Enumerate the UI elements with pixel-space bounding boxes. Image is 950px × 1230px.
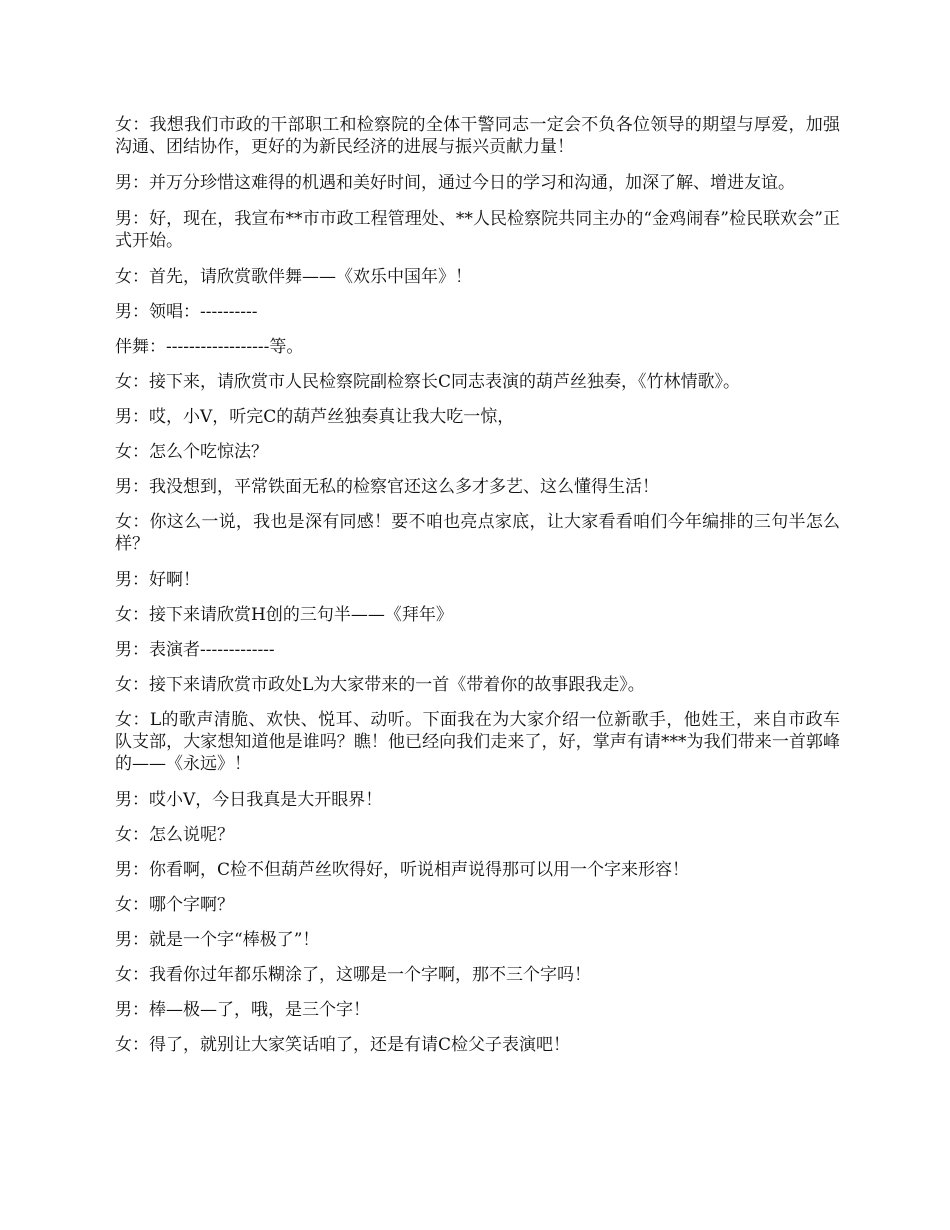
paragraph-6: 伴舞：------------------等。 (115, 337, 304, 357)
paragraph-8: 男：哎，小V，听完C的葫芦丝独奏真让我大吃一惊， (115, 407, 515, 427)
paragraph-15: 女：接下来请欣赏市政处L为大家带来的一首《带着你的故事跟我走》。 (115, 675, 645, 695)
paragraph-21: 男：就是一个字“棒极了”！ (115, 930, 320, 950)
paragraph-22: 女：我看你过年都乐糊涂了，这哪是一个字啊，那不三个字吗！ (115, 965, 591, 985)
paragraph-24: 女：得了，就别让大家笑话咱了，还是有请C检父子表演吧！ (115, 1035, 571, 1055)
paragraph-7: 女：接下来，请欣赏市人民检察院副检察长C同志表演的葫芦丝独奏，《竹林情歌》。 (115, 372, 741, 392)
paragraph-14: 男：表演者------------- (115, 640, 275, 660)
paragraph-17: 男：哎小V，今日我真是大开眼界！ (115, 790, 383, 810)
paragraph-5: 男：领唱：---------- (115, 302, 258, 322)
paragraph-2: 男：并万分珍惜这难得的机遇和美好时间，通过今日的学习和沟通，加深了解、增进友谊。 (115, 173, 795, 193)
paragraph-1: 女：我想我们市政的干部职工和检察院的全体干警同志一定会不负各位领导的期望与厚爱，加强沟通、团结协作，更好的为新民经济的进展与振兴贡献力量！ (115, 115, 840, 157)
paragraph-19: 男：你看啊，C检不但葫芦丝吹得好，听说相声说得那可以用一个字来形容！ (115, 860, 690, 880)
paragraph-3: 男：好，现在，我宣布**市市政工程管理处、**人民检察院共同主办的“金鸡闹春”检民联欢会”正式开始。 (115, 209, 840, 251)
paragraph-16: 女：L的歌声清脆、欢快、悦耳、动听。下面我在为大家介绍一位新歌手，他姓王，来自市政车队支部，大家想知道他是谁吗？瞧！他已经向我们走来了，好，掌声有请***为我们带来一首郭峰的——《永远》！ (115, 710, 840, 774)
paragraph-20: 女：哪个字啊？ (115, 895, 234, 915)
paragraph-10: 男：我没想到，平常铁面无私的检察官还这么多才多艺、这么懂得生活！ (115, 477, 659, 497)
paragraph-23: 男：棒—极—了，哦，是三个字！ (115, 1000, 370, 1020)
document-body (115, 114, 840, 1069)
paragraph-12: 男：好啊！ (115, 570, 200, 590)
paragraph-4: 女：首先，请欣赏歌伴舞——《欢乐中国年》！ (115, 267, 472, 287)
paragraph-11: 女：你这么一说，我也是深有同感！要不咱也亮点家底，让大家看看咱们今年编排的三句半怎么样？ (115, 512, 840, 554)
paragraph-18: 女：怎么说呢？ (115, 825, 234, 845)
paragraph-13: 女：接下来请欣赏H创的三句半——《拜年》 (115, 605, 453, 625)
paragraph-9: 女：怎么个吃惊法？ (115, 442, 268, 462)
